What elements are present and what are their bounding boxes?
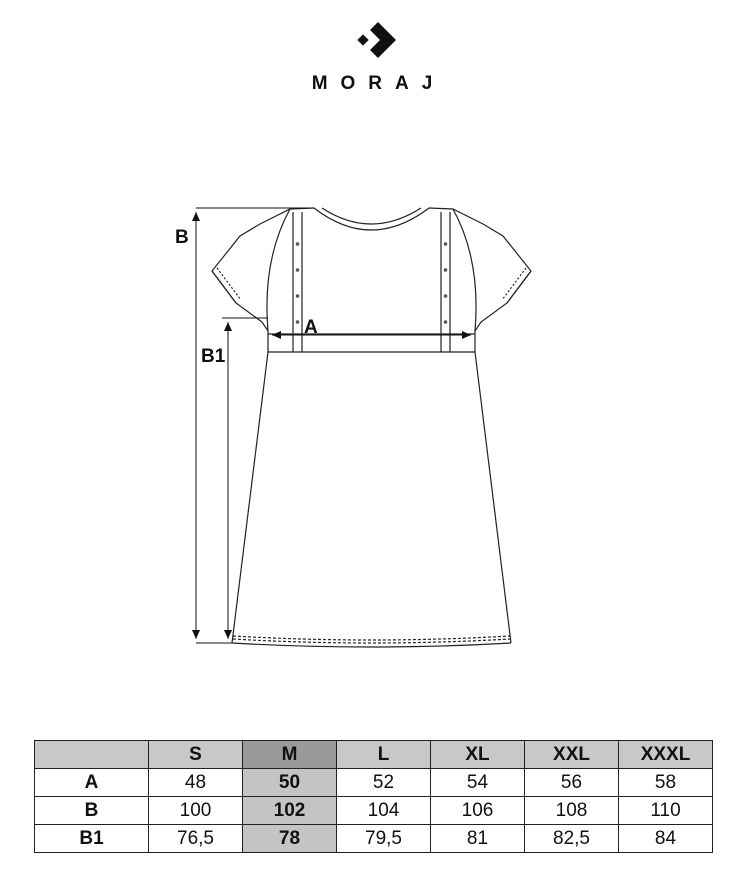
- table-cell-highlighted: 102: [243, 797, 337, 825]
- size-header: XXL: [525, 741, 619, 769]
- row-label: B1: [35, 825, 149, 853]
- size-header: XL: [431, 741, 525, 769]
- table-cell: 52: [337, 769, 431, 797]
- table-cell: 79,5: [337, 825, 431, 853]
- table-cell: 100: [149, 797, 243, 825]
- measurement-lines: [196, 208, 471, 643]
- size-header: XXXL: [619, 741, 713, 769]
- table-cell: 104: [337, 797, 431, 825]
- row-label: A: [35, 769, 149, 797]
- table-cell: 58: [619, 769, 713, 797]
- label-a: A: [304, 317, 318, 338]
- table-row: [35, 769, 713, 797]
- table-row: [35, 825, 713, 853]
- table-header-corner: [35, 741, 149, 769]
- table-cell: 110: [619, 797, 713, 825]
- button-dots: [296, 242, 448, 324]
- size-header: S: [149, 741, 243, 769]
- table-header-row: [35, 741, 713, 769]
- label-b: B: [175, 227, 189, 248]
- table-cell: 54: [431, 769, 525, 797]
- size-header: L: [337, 741, 431, 769]
- table-cell: 106: [431, 797, 525, 825]
- dress-outline: [212, 208, 531, 647]
- table-row: [35, 797, 713, 825]
- table-cell-highlighted: 78: [243, 825, 337, 853]
- table-cell: 84: [619, 825, 713, 853]
- size-table: [34, 740, 713, 853]
- table-cell: 81: [431, 825, 525, 853]
- table-cell: 76,5: [149, 825, 243, 853]
- table-cell: 56: [525, 769, 619, 797]
- table-cell: 108: [525, 797, 619, 825]
- label-b1: B1: [201, 346, 226, 367]
- row-label: B: [35, 797, 149, 825]
- size-header-highlighted: M: [243, 741, 337, 769]
- brand-name: MORAJ: [311, 73, 446, 94]
- table-cell: 48: [149, 769, 243, 797]
- table-cell: 82,5: [525, 825, 619, 853]
- table-cell-highlighted: 50: [243, 769, 337, 797]
